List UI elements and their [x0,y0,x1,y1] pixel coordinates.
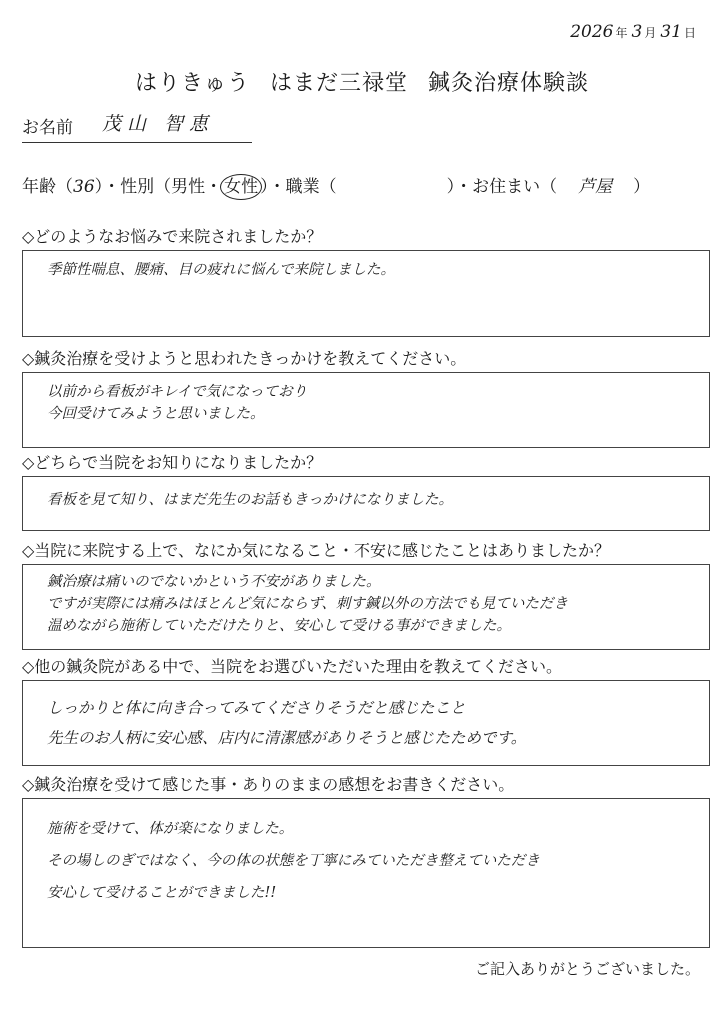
name-label: お名前 [22,118,73,138]
answer-box-5 [22,680,710,766]
date [570,22,700,42]
answer-6-line-2: その場しのぎではなく、今の体の状態を丁寧にみていただき整えていただき [47,853,540,869]
residence-label: ）・お住まい（ [446,177,558,197]
info-row [22,172,650,197]
sex-label: ）・性別（男性・ [94,177,223,197]
age-label: 年齢（ [22,177,73,197]
answer-5-line-1: しっかりと体に向き合ってみてくださりそうだと感じたこと [47,699,466,717]
date-month: 3 [631,22,643,42]
question-6: ◇鍼灸治療を受けて感じた事・ありのままの感想をお書きください。 [22,775,515,794]
answer-2-line-1: 以前から看板がキレイで気になっており [47,384,308,400]
answer-2-line-2: 今回受けてみようと思いました。 [47,406,265,422]
question-5: ◇他の鍼灸院がある中で、当院をお選びいただいた理由を教えてください。 [22,657,562,676]
name-value: 茂山 智恵 [102,113,215,135]
date-year: 2026 [570,22,614,42]
answer-box-6 [22,798,710,948]
sex-selected: 女性 [220,174,262,200]
name-field [22,112,252,143]
page-title [0,66,724,97]
title-part-3: 鍼灸治療体験談 [428,71,590,96]
answer-box-4 [22,564,710,650]
title-part-1: はりきゅう [134,71,250,96]
answer-box-2 [22,372,710,448]
question-3: ◇どちらで当院をお知りになりましたか？ [22,453,323,472]
date-day: 31 [660,22,682,42]
answer-4-line-3: 温めながら施術していただけたりと、安心して受ける事ができました。 [47,618,511,634]
answer-3-line-1: 看板を見て知り、はまだ先生のお話もきっかけになりました。 [47,492,453,508]
answer-box-1 [22,250,710,337]
date-month-label: 月 [644,26,657,40]
title-part-2: はまだ三禄堂 [269,71,408,96]
date-year-label: 年 [615,26,628,40]
thanks-message: ご記入ありがとうございました。 [474,960,700,978]
residence-value: 芦屋 [578,177,613,197]
age-value: 36 [73,177,95,197]
job-label: ）・職業（ [260,177,337,197]
question-1: ◇どのようなお悩みで来院されましたか？ [22,227,323,246]
answer-4-line-2: ですが実際には痛みはほとんど気にならず、刺す鍼以外の方法でも見ていただき [47,596,568,612]
info-close: ） [633,177,651,197]
answer-1-line-1: 季節性喘息、腰痛、目の疲れに悩んで来院しました。 [47,262,395,278]
question-2: ◇鍼灸治療を受けようと思われたきっかけを教えてください。 [22,349,467,368]
answer-6-line-1: 施術を受けて、体が楽になりました。 [47,821,294,837]
answer-5-line-2: 先生のお人柄に安心感、店内に清潔感がありそうと感じたためです。 [47,729,527,747]
answer-4-line-1: 鍼治療は痛いのでないかという不安がありました。 [47,574,381,590]
date-day-label: 日 [683,26,696,40]
question-4: ◇当院に来院する上で、なにか気になること・不安に感じたことはありましたか？ [22,541,610,560]
answer-6-line-3: 安心して受けることができました!! [47,885,277,901]
answer-box-3 [22,476,710,531]
